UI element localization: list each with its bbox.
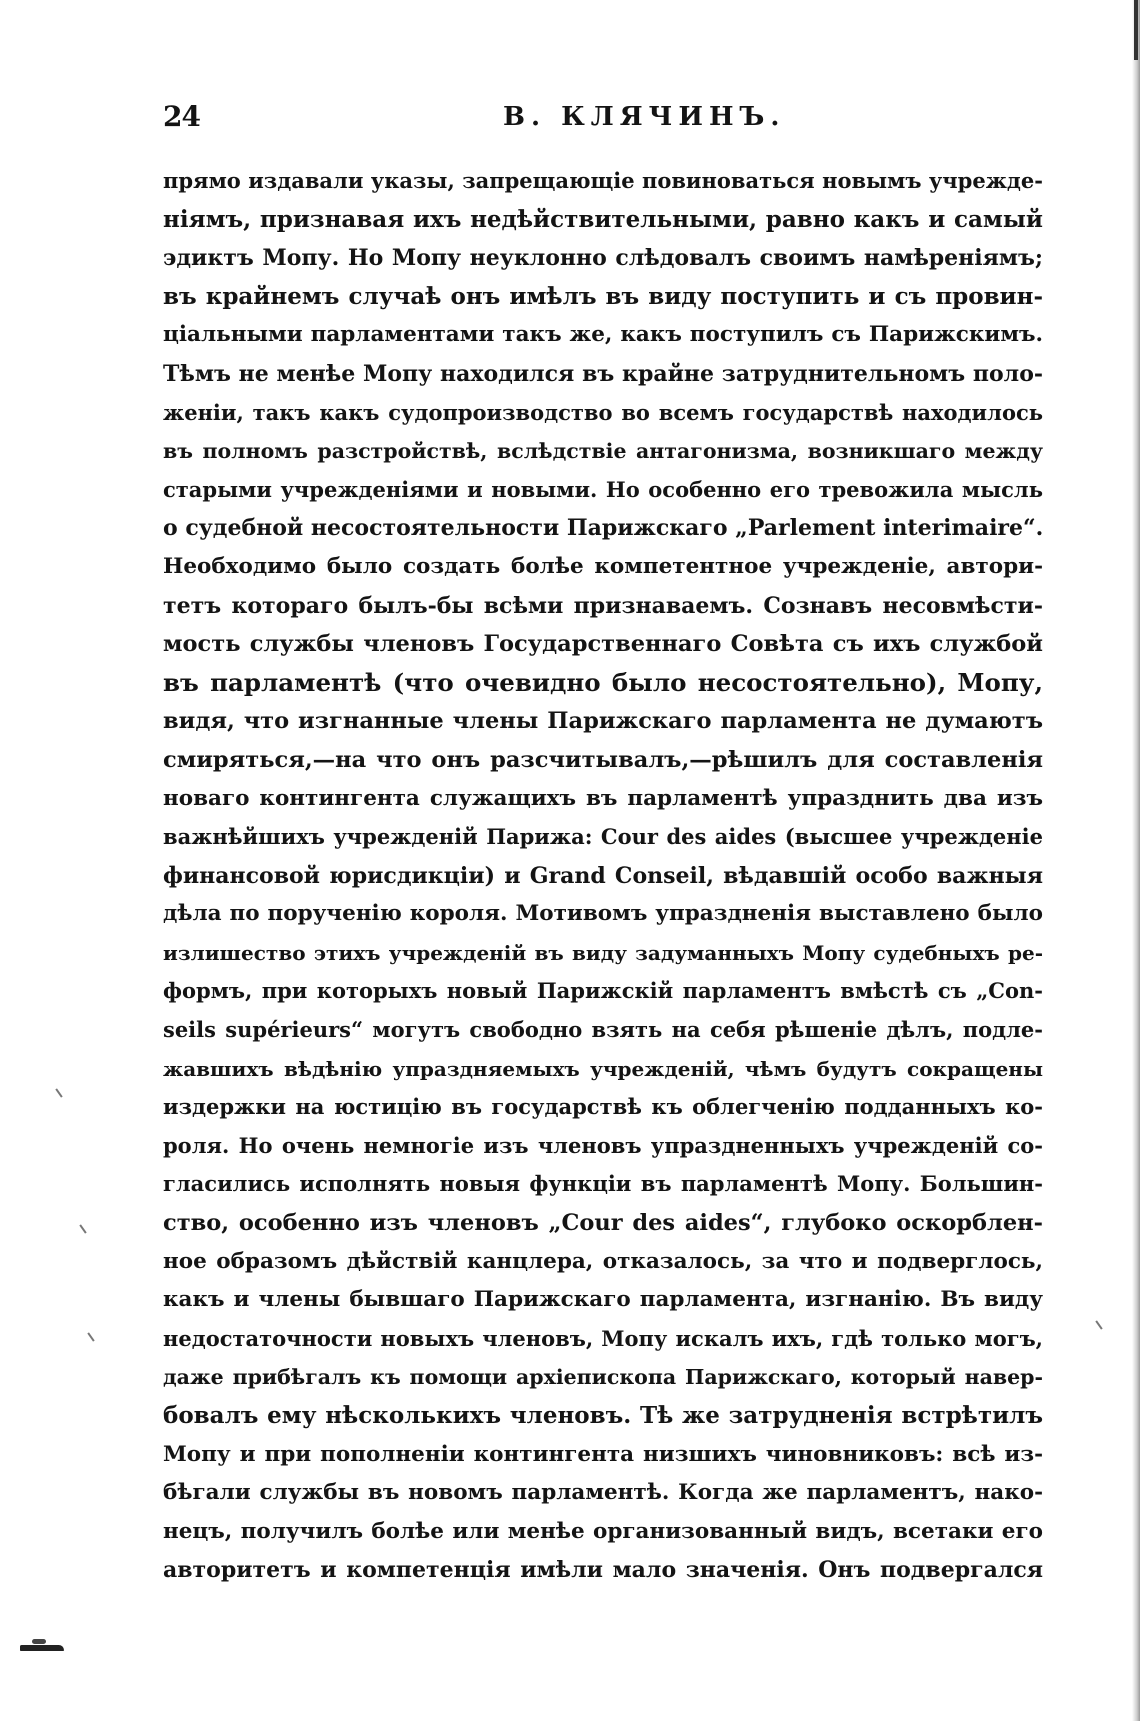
ink-blot — [32, 1639, 46, 1644]
page-header — [163, 100, 1043, 140]
text-line: ціальными парламентами такъ же, какъ поступилъ съ Парижскимъ. — [163, 322, 1043, 348]
text-line: нецъ, получилъ болѣе или менѣе организованный видъ, всетаки его — [163, 1518, 1043, 1544]
text-line: прямо издавали указы, запрещающіе повиноваться новымъ учрежде- — [163, 168, 1043, 193]
text-line: тетъ котораго былъ-бы всѣми признаваемъ. Сознавъ несовмѣсти- — [163, 592, 1043, 619]
text-line: Необходимо было создать болѣе компетентное учрежденіе, автори- — [163, 553, 1043, 579]
running-title: В. КЛЯЧИНЪ. — [503, 102, 786, 132]
scan-edge-mark — [1134, 0, 1138, 60]
text-line: дѣла по порученію короля. Мотивомъ упраздненія выставлено было — [163, 901, 1043, 927]
text-line: ное образомъ дѣйствій канцлера, отказалось, за что и подверглось, — [163, 1248, 1043, 1274]
text-line: недостаточности новыхъ членовъ, Мопу искалъ ихъ, гдѣ только могъ, — [163, 1325, 1043, 1351]
text-line: формъ, при которыхъ новый Парижскій парламентъ вмѣстѣ съ „Con- — [163, 978, 1043, 1004]
text-line: даже прибѣгалъ къ помощи архіепископа Парижскаго, который навер- — [163, 1365, 1043, 1390]
text-line: seils supérieurs“ могутъ свободно взять на себя рѣшеніе дѣлъ, подле- — [163, 1017, 1043, 1043]
text-line: эдиктъ Мопу. Но Мопу неуклонно слѣдовалъ своимъ намѣреніямъ; — [163, 245, 1043, 272]
text-line: жавшихъ вѣдѣнію упраздняемыхъ учрежденій, чѣмъ будутъ сокращены — [163, 1056, 1043, 1081]
text-line: излишество этихъ учрежденій въ виду задуманныхъ Мопу судебныхъ ре- — [163, 940, 1043, 965]
scan-speck — [1095, 1320, 1102, 1329]
text-line: финансовой юрисдикціи) и Grand Conseil, вѣдавшій особо важныя — [163, 862, 1043, 889]
text-line: видя, что изгнанные члены Парижскаго парламента не думаютъ — [163, 708, 1043, 735]
page-number: 24 — [163, 100, 200, 133]
text-line: бовалъ ему нѣсколькихъ членовъ. Тѣ же затрудненія встрѣтилъ — [163, 1402, 1043, 1429]
text-line: авторитетъ и компетенція имѣли мало значенія. Онъ подвергался — [163, 1557, 1043, 1584]
text-line: новаго контингента служащихъ въ парламентѣ упразднить два изъ — [163, 785, 1043, 811]
scan-speck — [55, 1088, 62, 1097]
text-line: роля. Но очень немногіе изъ членовъ упраздненныхъ учрежденій со- — [163, 1132, 1043, 1158]
text-line: издержки на юстицію въ государствѣ къ облегченію подданныхъ ко- — [163, 1094, 1043, 1120]
scan-edge — [1132, 0, 1140, 1721]
text-line: Мопу и при пополненіи контингента низшихъ чиновниковъ: всѣ из- — [163, 1441, 1043, 1467]
body-text — [163, 162, 1043, 1612]
ink-blot — [20, 1645, 64, 1651]
scan-speck — [79, 1224, 86, 1233]
text-line: въ парламентѣ (что очевидно было несостоятельно), Мопу, — [163, 667, 1043, 697]
text-line: Тѣмъ не менѣе Мопу находился въ крайне затруднительномъ поло- — [163, 360, 1043, 387]
text-line: о судебной несостоятельности Парижскаго „Parlement interimaire“. — [163, 515, 1043, 542]
text-line: гласились исполнять новыя функціи въ парламентѣ Мопу. Большин- — [163, 1171, 1043, 1197]
text-line: какъ и члены бывшаго Парижскаго парламента, изгнанію. Въ виду — [163, 1287, 1043, 1313]
scan-speck — [87, 1332, 94, 1341]
text-line: ніямъ, признавая ихъ недѣйствительными, равно какъ и самый — [163, 205, 1043, 233]
text-line: мость службы членовъ Государственнаго Совѣта съ ихъ службой — [163, 631, 1043, 658]
text-line: въ крайнемъ случаѣ онъ имѣлъ въ виду поступить и съ провин- — [163, 282, 1043, 310]
text-line: важнѣйшихъ учрежденій Парижа: Cour des aides (высшее учрежденіе — [163, 824, 1043, 850]
text-line: въ полномъ разстройствѣ, вслѣдствіе антагонизма, возникшаго между — [163, 439, 1043, 464]
text-line: старыми учрежденіями и новыми. Но особенно его тревожила мысль — [163, 476, 1043, 502]
text-line: бѣгали службы въ новомъ парламентѣ. Когда же парламентъ, нако- — [163, 1480, 1043, 1506]
text-line: ство, особенно изъ членовъ „Cour des aides“, глубоко оскорблен- — [163, 1210, 1043, 1237]
text-line: смиряться,—на что онъ разсчитывалъ,—рѣшилъ для составленія — [163, 746, 1043, 773]
text-line: женіи, такъ какъ судопроизводство во всемъ государствѣ находилось — [163, 399, 1043, 425]
